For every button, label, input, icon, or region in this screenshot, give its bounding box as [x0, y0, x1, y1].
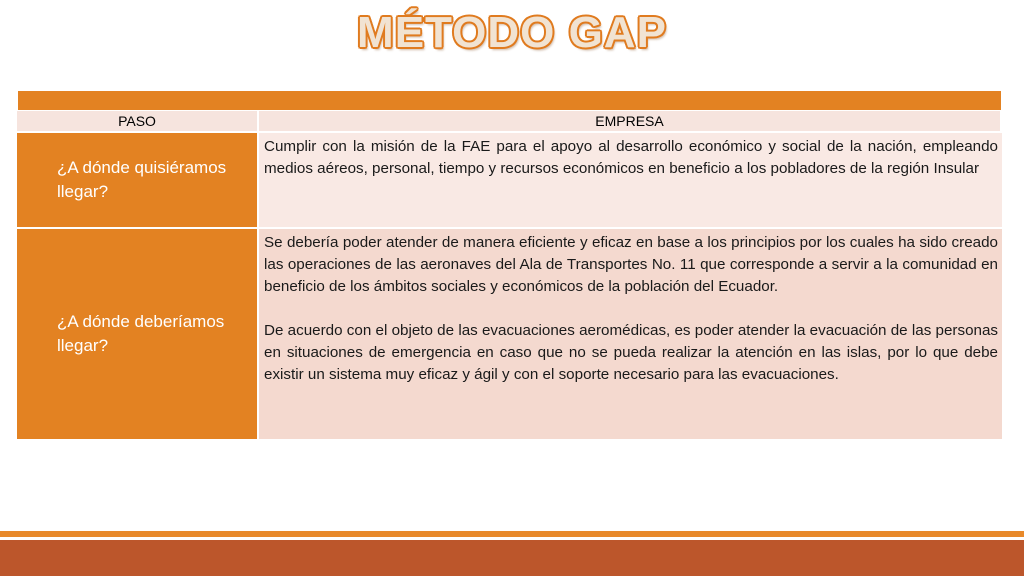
paso-cell [17, 133, 259, 229]
paso-label: ¿A dónde quisiéramos llegar? [57, 158, 227, 201]
paso-cell [17, 229, 259, 441]
empresa-paragraph: De acuerdo con el objeto de las evacuaciones aeromédicas, es poder atender la evacuación de las personas en situaciones de emergencia en caso que no se pueda realizar la atención en las islas, por lo que debe existir un sistema muy eficaz y ágil y con el soporte necesario para las evacuaciones. [264, 322, 998, 383]
table-row [17, 133, 1002, 229]
footer-bar [0, 540, 1024, 576]
empresa-paragraph: Cumplir con la misión de la FAE para el apoyo al desarrollo económico y social de la nación, empleando medios aéreos, personal, tiempo y recursos económicos en beneficio a los pobladores de la región Insular [264, 138, 998, 177]
empresa-paragraph: Se debería poder atender de manera eficiente y eficaz en base a los principios por los cuales ha sido creado las operaciones de las aeronaves del Ala de Transportes No. 11 que corresponde a servir a la comunidad en beneficio de los ámbitos sociales y económicos de la población del Ecuador. [264, 234, 998, 295]
header-empresa: EMPRESA [259, 111, 1002, 133]
paso-label: ¿A dónde deberíamos llegar? [57, 312, 225, 355]
slide-title: MÉTODO GAP [357, 8, 667, 57]
header-paso: PASO [17, 111, 259, 133]
gap-table [17, 90, 1002, 441]
empresa-cell [259, 133, 1002, 229]
empresa-cell [259, 229, 1002, 441]
footer-accent-line [0, 531, 1024, 537]
table-header-row [17, 111, 1002, 133]
table-row [17, 229, 1002, 441]
table-top-band [17, 90, 1002, 111]
